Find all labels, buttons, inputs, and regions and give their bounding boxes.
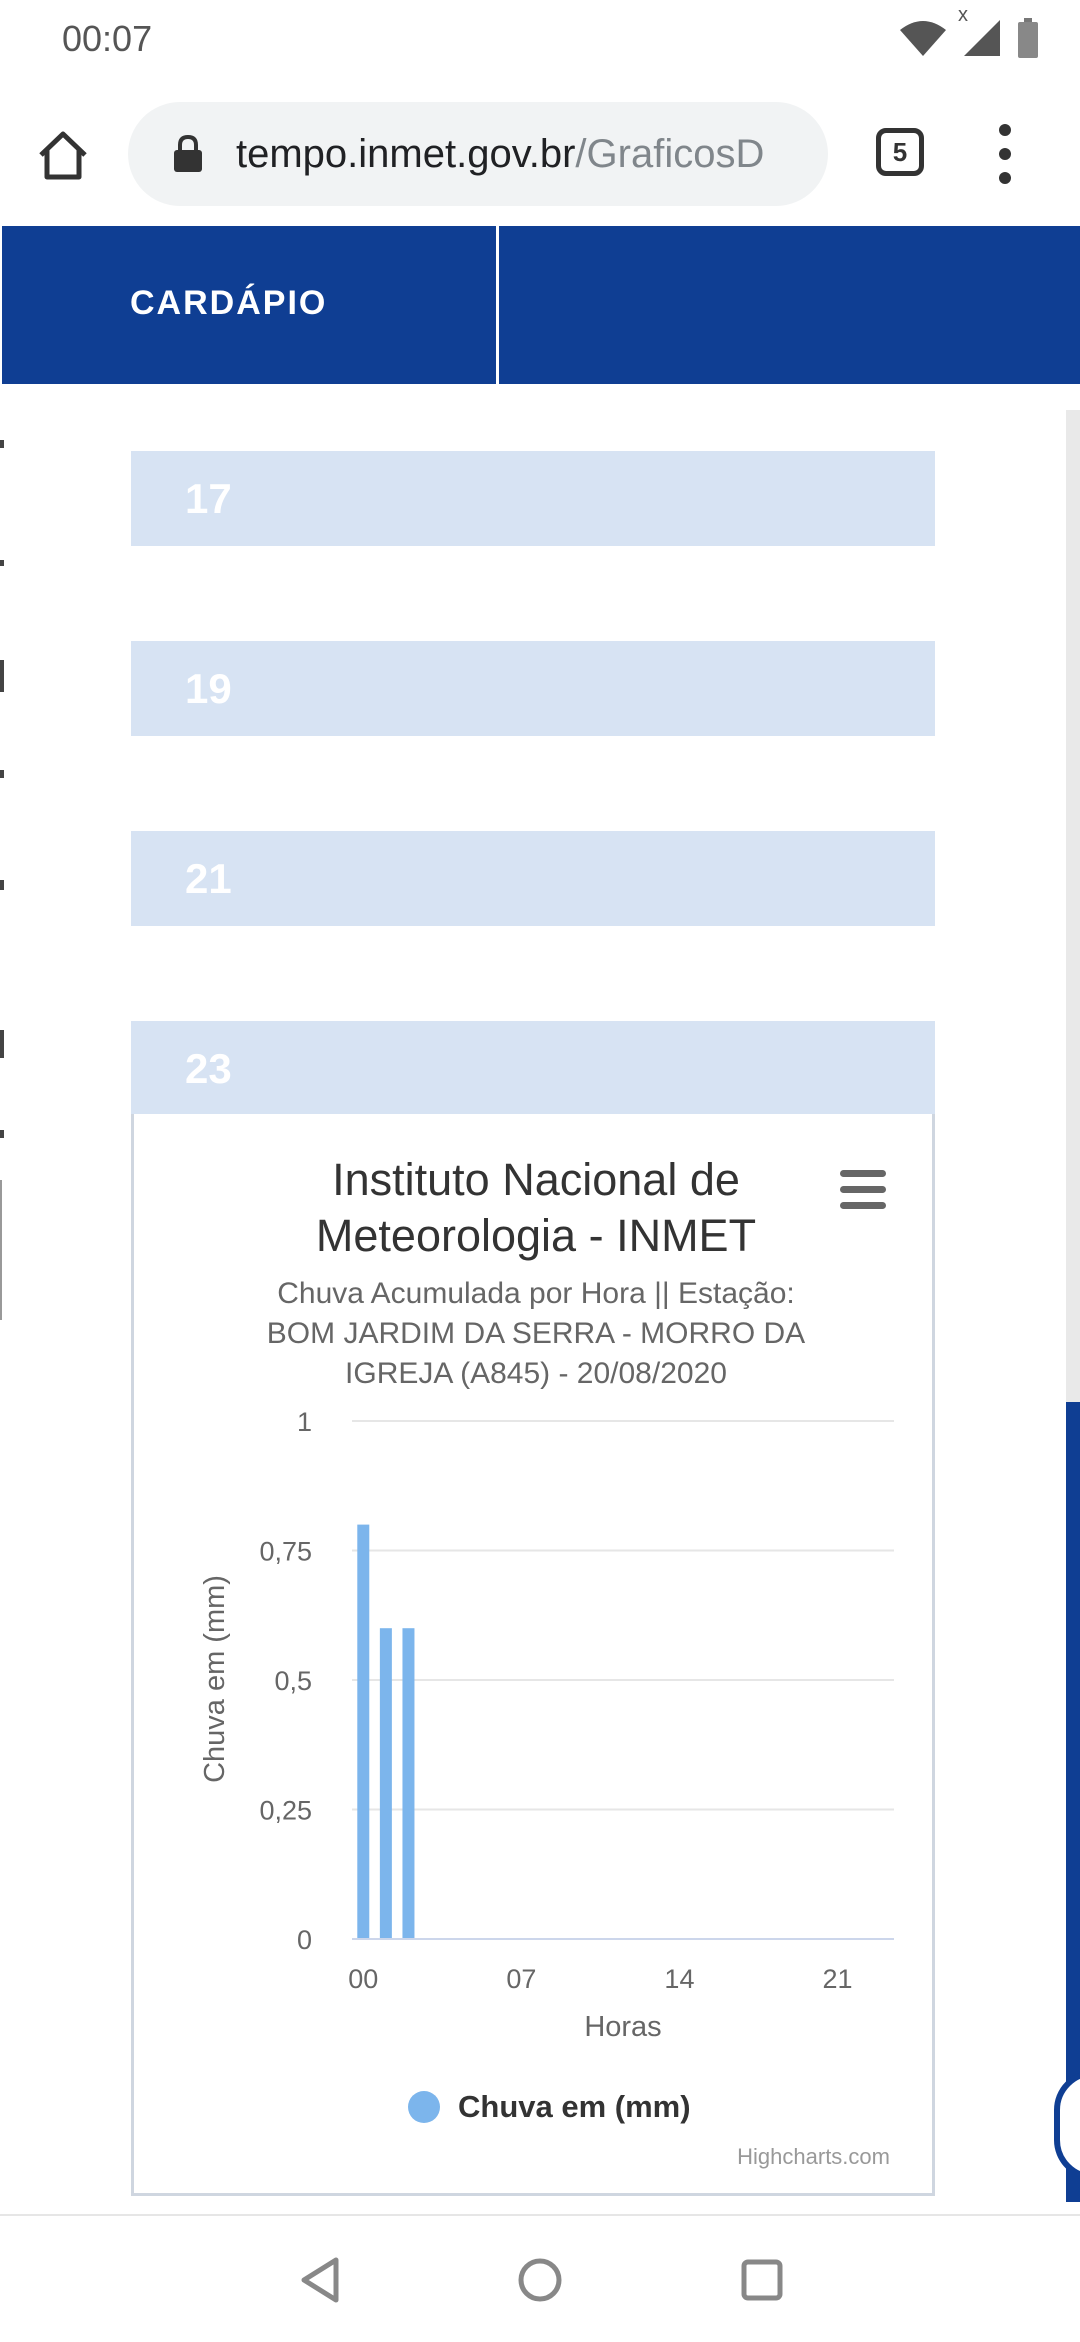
url-path: /GraficosD [575,132,765,176]
back-icon [298,2256,342,2304]
url-host: tempo.inmet.gov.br [236,132,576,176]
y-axis-title: Chuva em (mm) [199,1575,231,1783]
back-button[interactable] [290,2250,350,2310]
status-icons [898,3,1040,62]
home-circle-icon [516,2256,564,2304]
x-tick-label: 14 [664,1964,695,1994]
y-tick-label: 0,25 [259,1795,312,1826]
hour-row-label: 19 [185,665,232,712]
y-tick-label: 0,5 [274,1666,312,1696]
legend-label: Chuva em (mm) [458,2089,691,2124]
recents-button[interactable] [732,2250,792,2310]
left-edge-mark [0,1130,4,1138]
floating-action-button[interactable] [1054,2070,1080,2180]
signal-badge: x [958,3,968,26]
menu-dot [999,172,1011,184]
hour-row-label: 23 [185,1045,232,1092]
browser-toolbar [0,80,1080,226]
status-time: 00:07 [62,18,153,59]
chart-subtitle-line: Chuva Acumulada por Hora || Estação: [277,1277,795,1310]
x-tick-labels [348,1964,852,1994]
menu-label[interactable]: CARDÁPIO [130,284,328,322]
menu-dot [999,124,1011,136]
bar [380,1628,392,1939]
y-gridlines [352,1421,894,1810]
nav-divider [496,226,499,384]
hour-row-label: 21 [185,855,232,902]
url-text[interactable] [236,132,764,177]
system-navigation-bar [0,2214,1080,2342]
status-bar [0,0,1080,80]
left-edge-mark [0,1180,2,1320]
x-axis-title: Horas [584,2011,662,2043]
hour-row-23[interactable] [131,1021,935,1116]
tab-switcher-button[interactable]: 5 [876,128,924,176]
x-tick-label: 00 [348,1964,379,1994]
left-edge-mark [0,660,4,692]
hour-row-21[interactable] [131,831,935,926]
browser-menu-button[interactable] [990,124,1020,184]
left-edge-mark [0,1030,4,1058]
bar [402,1628,414,1939]
y-tick-label: 0,75 [259,1536,312,1567]
y-tick-labels [259,1407,312,1955]
chart-plot [134,1114,938,2196]
menu-dot [999,148,1011,160]
chart-credits[interactable]: Highcharts.com [737,2144,890,2169]
y-tick-label: 0 [296,1925,312,1955]
bars [357,1525,414,1939]
hour-row-19[interactable] [131,641,935,736]
chart-title-line: Instituto Nacional de [332,1154,740,1205]
x-tick-label: 07 [506,1964,537,1994]
home-icon [35,127,91,183]
lock-icon [172,134,204,179]
x-tick-label: 21 [822,1964,853,1994]
site-nav-bar [2,226,1080,384]
bar [357,1525,369,1939]
signal-icon [958,3,1002,63]
y-tick-label: 1 [296,1407,312,1437]
hour-row-label: 17 [185,475,232,522]
chart-panel [131,1114,935,2196]
wifi-icon [898,18,948,63]
chart-subtitle-line: IGREJA (A845) - 20/08/2020 [345,1357,727,1390]
hour-row-17[interactable] [131,451,935,546]
home-button[interactable] [28,120,98,190]
left-edge-mark [0,560,4,566]
home-nav-button[interactable] [510,2250,570,2310]
battery-icon [1016,18,1040,63]
legend-dot [408,2091,440,2123]
recents-icon [740,2258,784,2302]
chart-subtitle-line: BOM JARDIM DA SERRA - MORRO DA [266,1317,806,1350]
chart-legend[interactable] [408,2089,691,2125]
chart-title-line: Meteorologia - INMET [315,1210,757,1261]
left-edge-mark [0,770,4,778]
left-edge-mark [0,440,4,448]
left-edge-mark [0,880,4,890]
address-bar[interactable] [128,102,828,206]
